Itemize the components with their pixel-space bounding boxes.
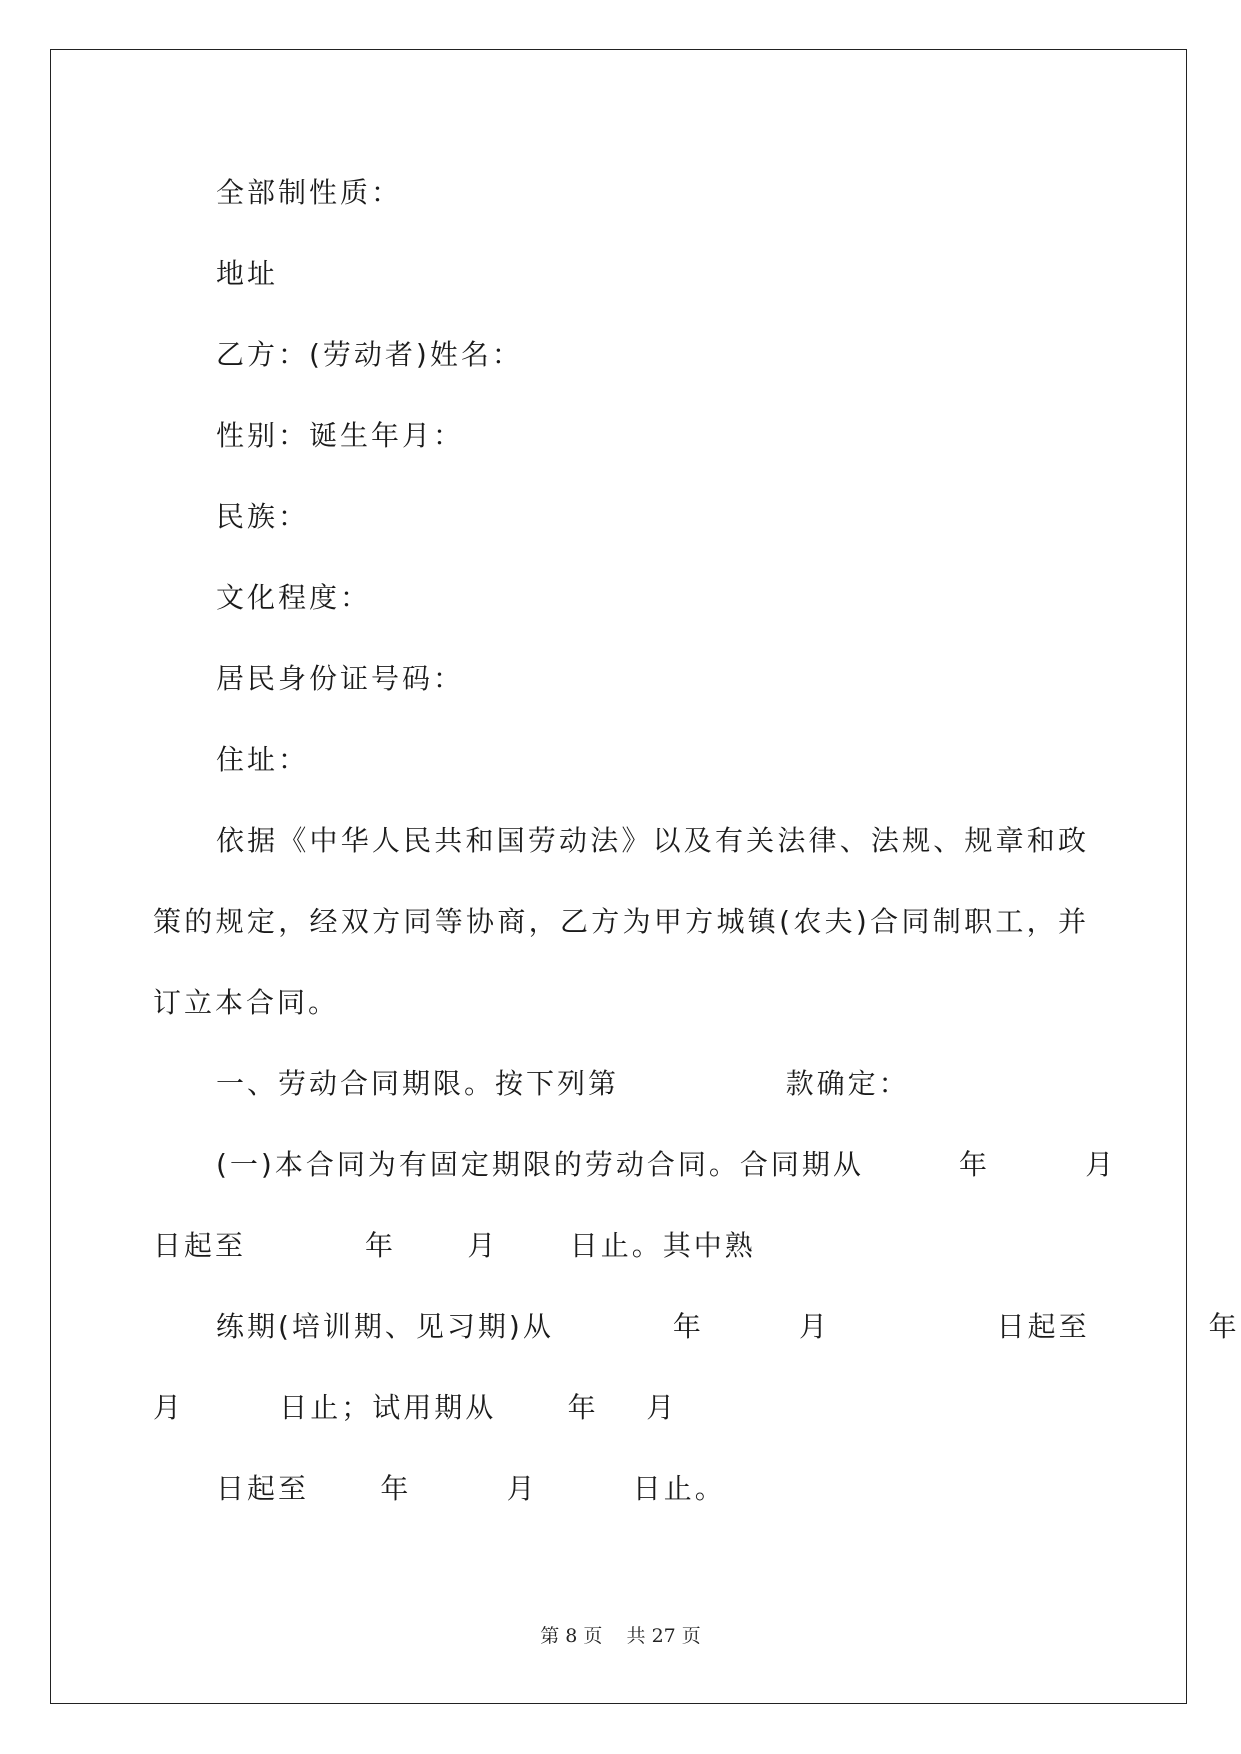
- clause-fixed-term-line-1: (一)本合同为有固定期限的劳动合同。合同期从 年 月: [216, 1148, 1117, 1181]
- text-line-ownership-type: 全部制性质：: [216, 176, 403, 209]
- paragraph-basis-line-2: 策的规定，经双方同等协商，乙方为甲方城镇(农夫)合同制职工，并: [153, 905, 1086, 938]
- paragraph-basis-line-3: 订立本合同。: [153, 986, 340, 1019]
- section-one-heading: 一、劳动合同期限。按下列第 款确定：: [216, 1067, 910, 1100]
- text-line-gender-birth: 性别：诞生年月：: [216, 419, 465, 452]
- text-line-party-b-name: 乙方：(劳动者)姓名：: [216, 338, 523, 371]
- text-line-address: 地址: [216, 257, 279, 290]
- clause-training-period-line-2: 月 日止；试用期从 年 月: [153, 1391, 678, 1424]
- text-line-education: 文化程度：: [216, 581, 372, 614]
- text-line-residence: 住址：: [216, 743, 310, 776]
- clause-fixed-term-line-2: 日起至 年 月 日止。其中熟: [153, 1229, 756, 1262]
- clause-probation-line: 日起至 年 月 日止。: [216, 1472, 726, 1505]
- text-line-ethnicity: 民族：: [216, 500, 310, 533]
- text-line-id-number: 居民身份证号码：: [216, 662, 465, 695]
- clause-training-period-line-1: 练期(培训期、见习期)从 年 月 日起至 年: [216, 1310, 1240, 1343]
- page-number-footer: 第 8 页 共 27 页: [540, 1625, 701, 1647]
- paragraph-basis-line-1: 依据《中华人民共和国劳动法》以及有关法律、法规、规章和政: [216, 824, 1086, 857]
- page-border: [50, 49, 1187, 1704]
